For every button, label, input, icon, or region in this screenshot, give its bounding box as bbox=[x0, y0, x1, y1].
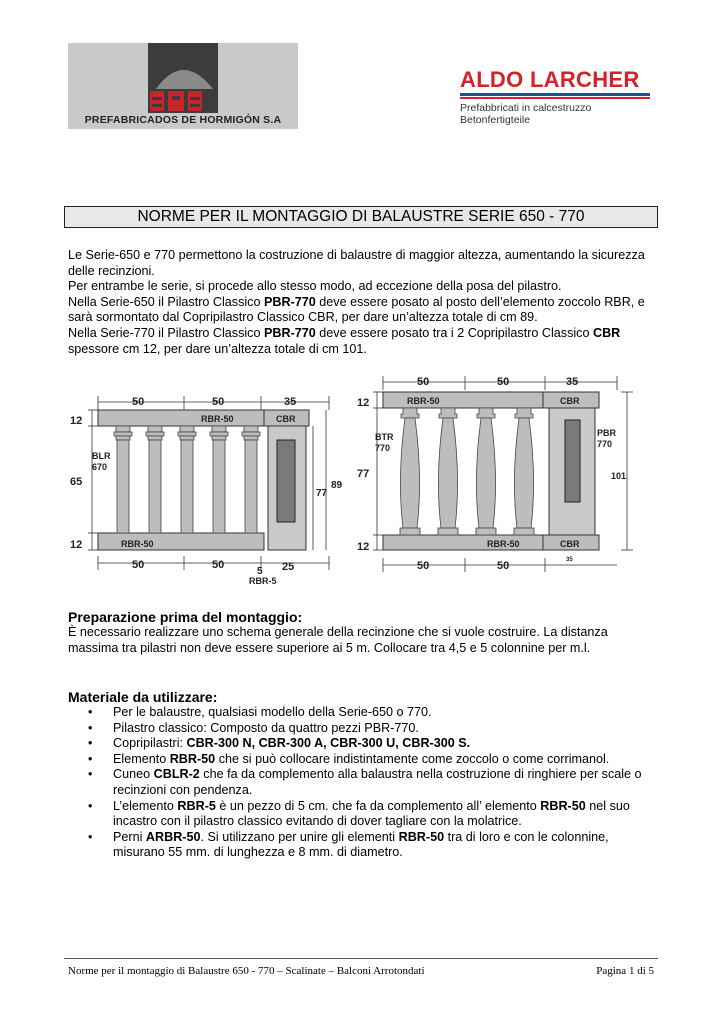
dim-h-mid: 77 bbox=[357, 468, 370, 480]
text-span: Nella Serie-650 il Pilastro Classico bbox=[68, 294, 264, 309]
bold-span: RBR-50 bbox=[540, 798, 586, 813]
text-preparazione: È necessario realizzare uno schema generale della recinzione che si vuole costruire. La distanza massima tra pilastri non deve essere superiore ai 5 m. Collocare tra 4,5 e 5 colonnine per m.l. bbox=[68, 625, 608, 655]
dim-bottom-2: 50 bbox=[497, 560, 510, 572]
code-pbr770: PBR-770 bbox=[263, 294, 316, 309]
brand-underline-red bbox=[460, 97, 650, 99]
footer-divider bbox=[64, 958, 658, 959]
dim-h-top: 12 bbox=[70, 415, 83, 427]
label-btr-code: 770 bbox=[375, 443, 391, 453]
bullet: • bbox=[88, 829, 93, 844]
text-span: deve essere posato al posto dell’elemento zoccolo RBR, e sarà sormontato dal Copripilastro Classico CBR, per dare un’altezza totale di cm 89. bbox=[68, 294, 645, 325]
dim-35-small: 35 bbox=[566, 557, 573, 563]
dim-h-bot: 12 bbox=[357, 541, 370, 553]
text-span: Nella Serie-770 il Pilastro Classico bbox=[68, 325, 264, 340]
section-materiale bbox=[68, 689, 660, 861]
intro-paragraph-1: Le Serie-650 e 770 permettono la costruzione di balaustre di maggior altezza, aumentando la sicurezza delle recinzioni. bbox=[68, 248, 645, 278]
text-span: nel suo incastro con il pilastro classico evitando di dover tagliare con la molatrice. bbox=[113, 798, 630, 829]
dim-top-3: 35 bbox=[566, 376, 579, 388]
list-item bbox=[68, 705, 660, 721]
bullet: • bbox=[88, 720, 93, 735]
label-rbr-top: RBR-50 bbox=[201, 414, 234, 424]
list-item bbox=[68, 736, 660, 752]
dim-rbr5: 5 bbox=[257, 566, 263, 577]
text-span: Copripilastri: bbox=[113, 736, 187, 751]
heading-preparazione: Preparazione prima del montaggio: bbox=[68, 609, 303, 625]
bullet: • bbox=[88, 705, 93, 719]
label-cbr-top: CBR bbox=[560, 396, 580, 406]
brand-tagline-1: Prefabbricati in calcestruzzo bbox=[460, 102, 592, 114]
brand-logo-right bbox=[460, 68, 660, 126]
bold-span: RBR-50 bbox=[398, 829, 445, 844]
dim-top-2: 50 bbox=[497, 376, 510, 388]
dim-top-3: 35 bbox=[284, 396, 297, 408]
logo-caption: PREFABRICADOS DE HORMIGÓN S.A bbox=[84, 114, 282, 126]
label-pbr: PBR bbox=[597, 428, 617, 438]
list-item bbox=[68, 767, 660, 798]
materiale-list bbox=[68, 705, 660, 861]
bold-span: CBR-300 N, CBR-300 A, CBR-300 U, CBR-300 S. bbox=[186, 736, 471, 751]
text-span: deve essere posato tra i 2 Copripilastro Classico bbox=[315, 325, 593, 340]
label-blr-code: 670 bbox=[92, 462, 108, 472]
intro-paragraph-2: Per entrambe le serie, si procede allo stesso modo, ad eccezione della posa del pilastro. bbox=[68, 279, 562, 294]
text-span: Pilastro classico: Composto da quattro pezzi PBR-770. bbox=[113, 720, 419, 735]
text-span: Cuneo bbox=[113, 767, 154, 782]
text-span: L’elemento bbox=[113, 798, 178, 813]
label-btr: BTR bbox=[375, 432, 394, 442]
list-item bbox=[68, 830, 660, 861]
bold-span: ARBR-50 bbox=[145, 829, 201, 844]
bullet: • bbox=[88, 751, 93, 766]
brand-name: ALDO LARCHER bbox=[460, 67, 640, 92]
list-item bbox=[68, 799, 660, 830]
intro-text bbox=[68, 248, 658, 357]
label-blr: BLR bbox=[92, 451, 111, 461]
list-item bbox=[68, 752, 660, 768]
page-title: NORME PER IL MONTAGGIO DI BALAUSTRE SERIE 650 - 770 bbox=[64, 206, 658, 228]
company-logo-left bbox=[68, 43, 298, 129]
diagram-serie-770 bbox=[355, 372, 651, 572]
bold-span: RBR-50 bbox=[169, 751, 216, 766]
section-preparazione bbox=[68, 609, 658, 656]
diagram-serie-650 bbox=[64, 388, 360, 588]
label-rbr-bottom: RBR-50 bbox=[121, 539, 154, 549]
label-rbr-top: RBR-50 bbox=[407, 396, 440, 406]
text-span: Perni bbox=[113, 829, 146, 844]
text-span: tra di loro e con le colonnine, misurano 55 mm. di lunghezza e 8 mm. di diametro. bbox=[113, 829, 609, 860]
bullet: • bbox=[88, 736, 93, 751]
text-span: è un pezzo di 5 cm. che fa da complemento all’ elemento bbox=[215, 798, 541, 813]
text-span: spessore cm 12, per dare un’altezza totale di cm 101. bbox=[68, 341, 367, 356]
dim-77: 77 bbox=[316, 488, 328, 499]
footer-title: Norme per il montaggio di Balaustre 650 - 770 – Scalinate – Balconi Arrotondati bbox=[68, 965, 425, 977]
brand-tagline-2: Betonfertigteile bbox=[460, 114, 531, 126]
dim-bottom-2: 50 bbox=[212, 559, 225, 571]
dim-h-mid: 65 bbox=[70, 476, 83, 488]
dim-h-bot: 12 bbox=[70, 539, 83, 551]
dim-top-1: 50 bbox=[417, 376, 430, 388]
page-number: Pagina 1 di 5 bbox=[596, 965, 654, 977]
text-span: che si può collocare indistintamente come zoccolo o come corrimanol. bbox=[215, 751, 610, 766]
heading-materiale: Materiale da utilizzare: bbox=[68, 689, 218, 705]
dim-bottom-3: 25 bbox=[282, 561, 295, 573]
label-cbr-bottom: CBR bbox=[560, 539, 580, 549]
code-cbr: CBR bbox=[592, 325, 621, 340]
dim-h-top: 12 bbox=[357, 397, 370, 409]
bold-span: RBR-5 bbox=[177, 798, 216, 813]
code-pbr770: PBR-770 bbox=[263, 325, 316, 340]
list-item bbox=[68, 721, 660, 737]
dim-89: 89 bbox=[331, 480, 343, 491]
intro-paragraph-3 bbox=[68, 295, 658, 326]
text-span: Per le balaustre, qualsiasi modello della Serie-650 o 770. bbox=[113, 705, 432, 719]
label-rbr-bottom: RBR-50 bbox=[487, 539, 520, 549]
bullet: • bbox=[88, 798, 93, 813]
text-span: che fa da complemento alla balaustra nella costruzione di ringhiere per scale o recinzioni con pendenza. bbox=[113, 767, 642, 797]
dim-top-1: 50 bbox=[132, 396, 145, 408]
brand-underline-blue bbox=[460, 93, 650, 96]
label-pbr-code: 770 bbox=[597, 439, 613, 449]
dim-bottom-1: 50 bbox=[132, 559, 145, 571]
bullet: • bbox=[88, 767, 93, 782]
intro-paragraph-4 bbox=[68, 326, 658, 357]
dim-top-2: 50 bbox=[212, 396, 225, 408]
bold-span: CBLR-2 bbox=[153, 767, 200, 782]
text-span: Elemento bbox=[113, 751, 170, 766]
dim-bottom-1: 50 bbox=[417, 560, 430, 572]
label-cbr: CBR bbox=[276, 414, 296, 424]
label-rbr5: RBR-5 bbox=[249, 576, 277, 586]
text-span: . Si utilizzano per unire gli elementi bbox=[200, 829, 399, 844]
dim-101: 101 bbox=[611, 471, 627, 481]
